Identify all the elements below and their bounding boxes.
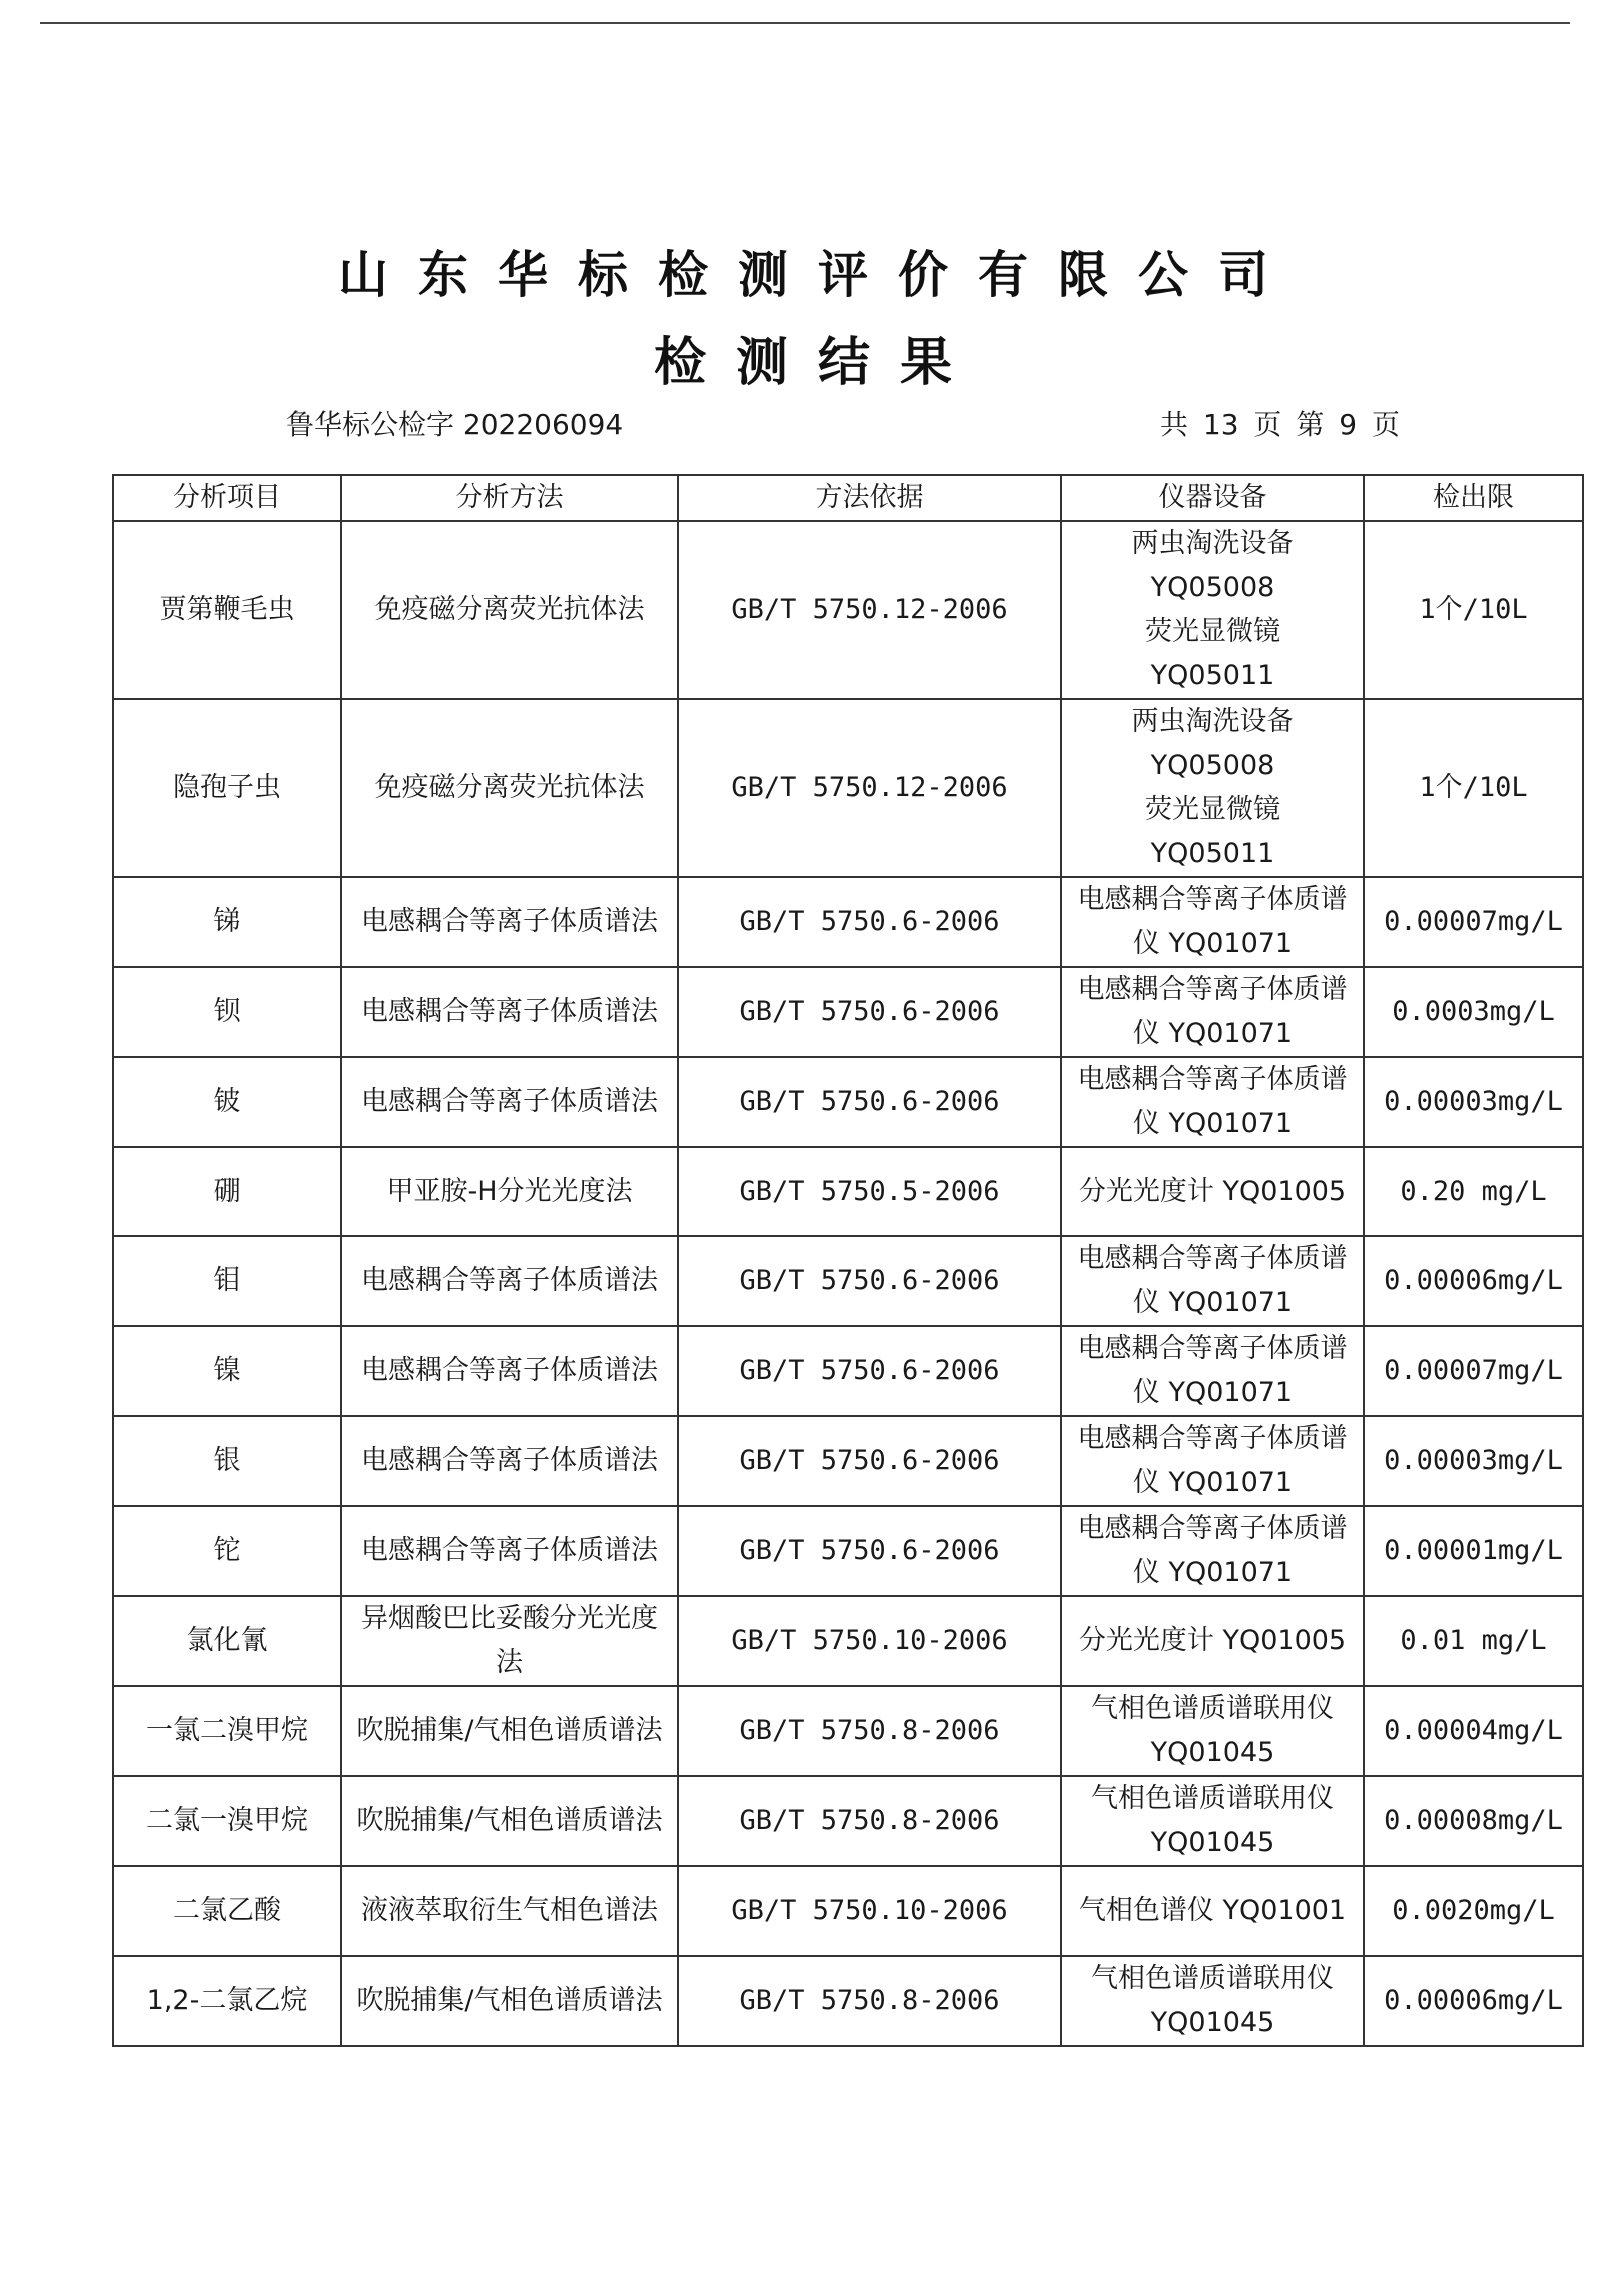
equipment [1061,1416,1364,1506]
detection-limit: 1个/10L [1364,521,1583,699]
method-basis: GB/T 5750.6-2006 [678,1506,1061,1596]
analysis-method: 电感耦合等离子体质谱法 [341,1416,678,1506]
equipment-line: 气相色谱质谱联用仪 [1091,1963,1334,1994]
analysis-method: 甲亚胺-H分光光度法 [341,1147,678,1236]
equipment-line: 荧光显微镜 [1145,794,1280,825]
detection-limit: 0.00008mg/L [1364,1776,1583,1866]
table-row [113,967,1583,1057]
detection-limit: 0.00001mg/L [1364,1506,1583,1596]
top-rule [40,22,1570,24]
equipment [1061,1236,1364,1326]
detection-limit: 0.00003mg/L [1364,1057,1583,1147]
analysis-item: 贾第鞭毛虫 [113,521,341,699]
analysis-item: 1,2-二氯乙烷 [113,1956,341,2046]
results-table [112,474,1584,2047]
equipment-line: 分光光度计 YQ01005 [1078,1625,1347,1656]
equipment-line: YQ01045 [1150,2007,1275,2038]
table-row [113,1506,1583,1596]
method-basis: GB/T 5750.5-2006 [678,1147,1061,1236]
analysis-method: 异烟酸巴比妥酸分光光度法 [341,1596,678,1686]
detection-limit: 0.01 mg/L [1364,1596,1583,1686]
equipment-line: 分光光度计 YQ01005 [1078,1175,1347,1207]
equipment-line: 荧光显微镜 [1145,616,1280,647]
column-header-limit: 检出限 [1364,475,1583,521]
analysis-item: 硼 [113,1147,341,1236]
detection-limit: 0.00007mg/L [1364,1326,1583,1416]
equipment-line: 电感耦合等离子体质谱仪 YQ01071 [1077,1064,1348,1139]
column-header-method: 分析方法 [341,475,678,521]
equipment-line: 电感耦合等离子体质谱仪 YQ01071 [1077,1333,1348,1408]
analysis-method: 吹脱捕集/气相色谱质谱法 [341,1686,678,1776]
report-title: 检测结果 [653,333,982,393]
method-basis: GB/T 5750.6-2006 [678,1236,1061,1326]
equipment [1061,1506,1364,1596]
detection-limit: 0.00006mg/L [1364,1956,1583,2046]
equipment-line: 气相色谱质谱联用仪 [1091,1783,1334,1814]
method-basis: GB/T 5750.6-2006 [678,877,1061,967]
analysis-item: 二氯乙酸 [113,1866,341,1956]
analysis-method: 吹脱捕集/气相色谱质谱法 [341,1776,678,1866]
detection-limit: 0.0003mg/L [1364,967,1583,1057]
equipment [1061,1596,1364,1686]
equipment-line: YQ05011 [1150,838,1275,869]
equipment [1061,699,1364,877]
analysis-method: 液液萃取衍生气相色谱法 [341,1866,678,1956]
analysis-method: 电感耦合等离子体质谱法 [341,1236,678,1326]
analysis-item: 隐孢子虫 [113,699,341,877]
method-basis: GB/T 5750.6-2006 [678,1326,1061,1416]
analysis-method: 免疫磁分离荧光抗体法 [341,699,678,877]
equipment-line: 电感耦合等离子体质谱仪 YQ01071 [1077,1423,1348,1498]
method-basis: GB/T 5750.10-2006 [678,1596,1061,1686]
document-number: 鲁华标公检字 202206094 [286,408,624,441]
equipment [1061,967,1364,1057]
method-basis: GB/T 5750.6-2006 [678,1416,1061,1506]
analysis-item: 铊 [113,1506,341,1596]
table-row [113,1326,1583,1416]
analysis-method: 电感耦合等离子体质谱法 [341,1057,678,1147]
table-row [113,877,1583,967]
equipment [1061,1956,1364,2046]
equipment [1061,877,1364,967]
table-row [113,1147,1583,1236]
method-basis: GB/T 5750.6-2006 [678,967,1061,1057]
table-row [113,699,1583,877]
analysis-method: 电感耦合等离子体质谱法 [341,1326,678,1416]
table-row [113,1416,1583,1506]
equipment-line: YQ01045 [1150,1737,1275,1768]
column-header-basis: 方法依据 [678,475,1061,521]
column-header-equipment: 仪器设备 [1061,475,1364,521]
table-row [113,1866,1583,1956]
company-name: 山东华标检测评价有限公司 [338,246,1298,304]
analysis-item: 钡 [113,967,341,1057]
analysis-method: 吹脱捕集/气相色谱质谱法 [341,1956,678,2046]
equipment-line: YQ05008 [1150,572,1275,603]
table-row [113,521,1583,699]
equipment [1061,1147,1364,1236]
page-info: 共 13 页 第 9 页 [1160,408,1400,441]
analysis-method: 电感耦合等离子体质谱法 [341,1506,678,1596]
equipment-line: YQ01045 [1150,1827,1275,1858]
detection-limit: 0.00006mg/L [1364,1236,1583,1326]
equipment [1061,1326,1364,1416]
equipment [1061,1057,1364,1147]
analysis-method: 免疫磁分离荧光抗体法 [341,521,678,699]
method-basis: GB/T 5750.8-2006 [678,1956,1061,2046]
method-basis: GB/T 5750.8-2006 [678,1776,1061,1866]
method-basis: GB/T 5750.12-2006 [678,521,1061,699]
detection-limit: 0.00003mg/L [1364,1416,1583,1506]
equipment-line: 气相色谱质谱联用仪 [1091,1693,1334,1724]
equipment-line: YQ05008 [1150,750,1275,781]
analysis-method: 电感耦合等离子体质谱法 [341,967,678,1057]
table-row [113,1776,1583,1866]
detection-limit: 0.0020mg/L [1364,1866,1583,1956]
method-basis: GB/T 5750.6-2006 [678,1057,1061,1147]
method-basis: GB/T 5750.10-2006 [678,1866,1061,1956]
equipment [1061,1686,1364,1776]
analysis-item: 二氯一溴甲烷 [113,1776,341,1866]
method-basis: GB/T 5750.8-2006 [678,1686,1061,1776]
equipment-line: 电感耦合等离子体质谱仪 YQ01071 [1077,1513,1348,1588]
column-header-item: 分析项目 [113,475,341,521]
table-row [113,1956,1583,2046]
equipment-line: 气相色谱仪 YQ01001 [1078,1895,1347,1926]
equipment-line: 电感耦合等离子体质谱仪 YQ01071 [1077,1243,1348,1318]
analysis-item: 一氯二溴甲烷 [113,1686,341,1776]
equipment-line: 两虫淘洗设备 [1131,528,1294,559]
table-header-row [113,475,1583,521]
table-row [113,1686,1583,1776]
analysis-item: 银 [113,1416,341,1506]
table-row [113,1057,1583,1147]
equipment [1061,1866,1364,1956]
equipment-line: 电感耦合等离子体质谱仪 YQ01071 [1077,884,1348,959]
equipment-line: 电感耦合等离子体质谱仪 YQ01071 [1077,974,1348,1049]
detection-limit: 0.00007mg/L [1364,877,1583,967]
detection-limit: 0.20 mg/L [1364,1147,1583,1236]
method-basis: GB/T 5750.12-2006 [678,699,1061,877]
equipment-line: 两虫淘洗设备 [1131,706,1294,737]
analysis-method: 电感耦合等离子体质谱法 [341,877,678,967]
analysis-item: 铍 [113,1057,341,1147]
analysis-item: 氯化氰 [113,1596,341,1686]
equipment-line: YQ05011 [1150,660,1275,691]
detection-limit: 0.00004mg/L [1364,1686,1583,1776]
analysis-item: 钼 [113,1236,341,1326]
analysis-item: 锑 [113,877,341,967]
table-body [113,521,1583,2046]
analysis-item: 镍 [113,1326,341,1416]
detection-limit: 1个/10L [1364,699,1583,877]
table-row [113,1596,1583,1686]
equipment [1061,1776,1364,1866]
equipment [1061,521,1364,699]
table-row [113,1236,1583,1326]
